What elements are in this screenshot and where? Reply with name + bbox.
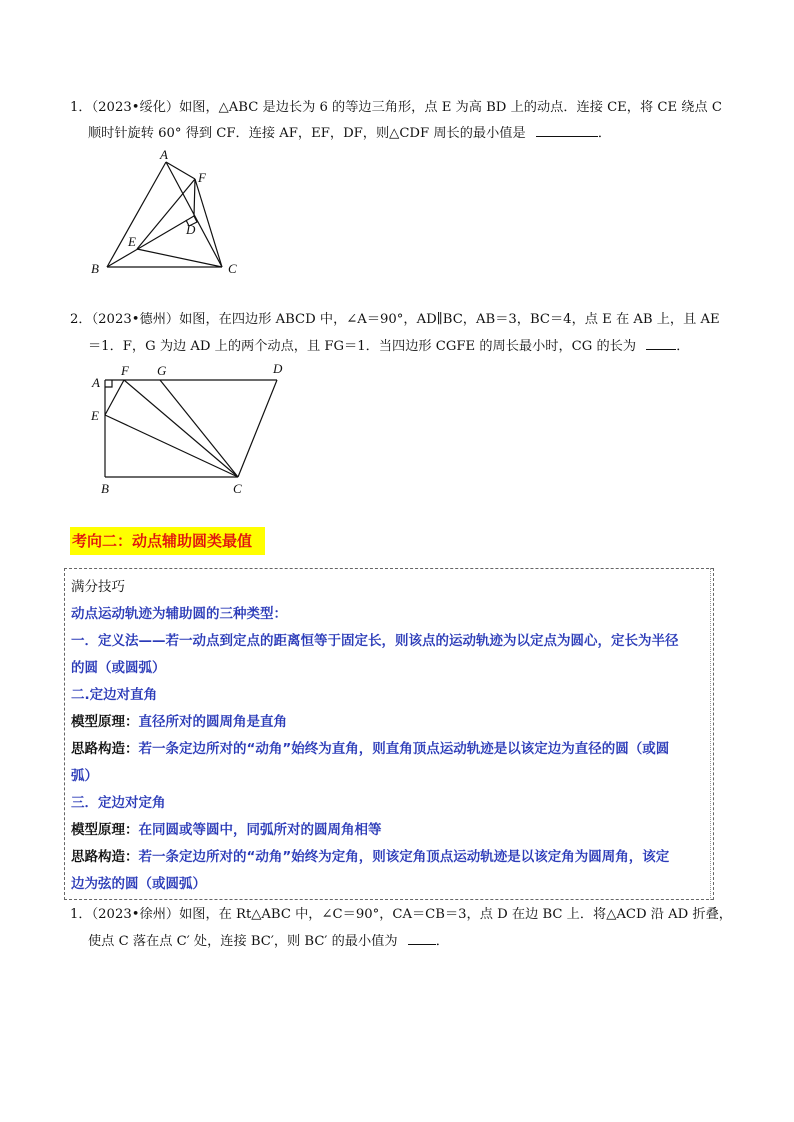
tips-line-6-key: 思路构造： [71, 741, 139, 757]
q1-segment-ef [137, 179, 195, 249]
q3-line2 [88, 932, 449, 951]
q2-label-a: A [92, 375, 100, 390]
q2-right-angle-mark [105, 380, 112, 387]
tips-line-2: 一．定义法——若一动点到定点的距离恒等于固定长，则该点的运动轨迹为以定点为圆心，定长为半径 [71, 633, 679, 649]
q1-line2 [88, 124, 611, 143]
q1-label-f: F [198, 170, 206, 185]
q1-segment-df [194, 179, 195, 216]
q1-segment-ab [107, 162, 166, 267]
tips-line-10-value: 若一条定边所对的“动角”始终为定角，则该定角顶点运动轨迹是以该定角为圆周角，该定 [138, 849, 670, 865]
q1-label-c: C [228, 261, 237, 276]
q1-label-b: B [91, 261, 99, 276]
q2-segment-ec [105, 415, 238, 477]
q2-label-d: D [273, 361, 283, 376]
q3-line2-text: 使点 C 落在点 C′ 处，连接 BC′，则 BC′ 的最小值为 [88, 934, 398, 949]
tips-line-5-key: 模型原理： [71, 714, 139, 730]
q3-answer-blank[interactable] [408, 932, 436, 945]
tips-line-9 [71, 821, 382, 839]
q1-figure [85, 145, 265, 280]
tips-header: 满分技巧 [71, 579, 125, 595]
tips-line-5 [71, 713, 287, 731]
tips-line-6 [71, 740, 669, 758]
q3-line2-end: ． [435, 934, 449, 949]
q2-segment-gc [160, 380, 238, 477]
tips-line-3: 的圆（或圆弧） [71, 660, 166, 676]
tips-box-inner-border [710, 568, 711, 900]
q1-answer-blank[interactable] [536, 124, 598, 137]
q1-line1: 1．（2023•绥化）如图，△ABC 是边长为 6 的等边三角形，点 E 为高 BD 上的动点．连接 CE，将 CE 绕点 C [70, 100, 722, 115]
tips-line-6-value: 若一条定边所对的“动角”始终为直角，则直角顶点运动轨迹是以该定边为直径的圆（或圆 [138, 741, 670, 757]
q1-line2-end: ． [597, 126, 612, 141]
tips-line-1: 动点运动轨迹为辅助圆的三种类型： [71, 606, 287, 622]
tips-line-7: 弧） [71, 768, 98, 784]
q2-segment-ef [105, 380, 124, 415]
q2-label-c: C [233, 481, 242, 496]
q1-label-d: D [186, 222, 196, 237]
q2-segment-fc [124, 380, 238, 477]
q2-line2-end: ． [676, 339, 690, 354]
tips-line-4: 二.定边对直角 [71, 687, 158, 703]
q2-line1: 2．（2023•德州）如图，在四边形 ABCD 中，∠A＝90°，AD∥BC，AB＝3，BC＝4，点 E 在 AB 上，且 AE [70, 312, 720, 327]
q1-label-a: A [160, 147, 168, 162]
tips-line-9-value: 在同圆或等圆中，同弧所对的圆周角相等 [138, 822, 382, 838]
q1-line2-text: 顺时针旋转 60° 得到 CF．连接 AF，EF，DF，则△CDF 周长的最小值是 [88, 126, 526, 141]
tips-line-10 [71, 848, 669, 866]
q2-segment-dc [238, 380, 277, 477]
q2-label-e: E [91, 408, 99, 423]
q2-label-g: G [157, 363, 167, 378]
tips-line-11: 边为弦的圆（或圆弧） [71, 876, 206, 892]
tips-line-10-key: 思路构造： [71, 849, 139, 865]
q1-label-e: E [128, 234, 136, 249]
q1-segment-bd [107, 216, 194, 267]
tips-line-5-value: 直径所对的圆周角是直角 [138, 714, 287, 730]
tips-line-9-key: 模型原理： [71, 822, 139, 838]
q2-label-f: F [121, 363, 129, 378]
q2-label-b: B [101, 481, 109, 496]
q2-line2 [88, 337, 689, 356]
q3-line1: 1．（2023•徐州）如图，在 Rt△ABC 中，∠C＝90°，CA＝CB＝3，点 D 在边 BC 上．将△ACD 沿 AD 折叠， [70, 907, 732, 922]
tips-line-8: 三．定边对定角 [71, 795, 166, 811]
q2-figure [85, 360, 295, 500]
q2-answer-blank[interactable] [646, 337, 676, 350]
q1-segment-ce [137, 249, 222, 267]
section-title: 考向二：动点辅助圆类最值 [70, 527, 265, 555]
q2-line2-text: ＝1．F，G 为边 AD 上的两个动点，且 FG＝1．当四边形 CGFE 的周长最小时，CG 的长为 [88, 339, 637, 354]
